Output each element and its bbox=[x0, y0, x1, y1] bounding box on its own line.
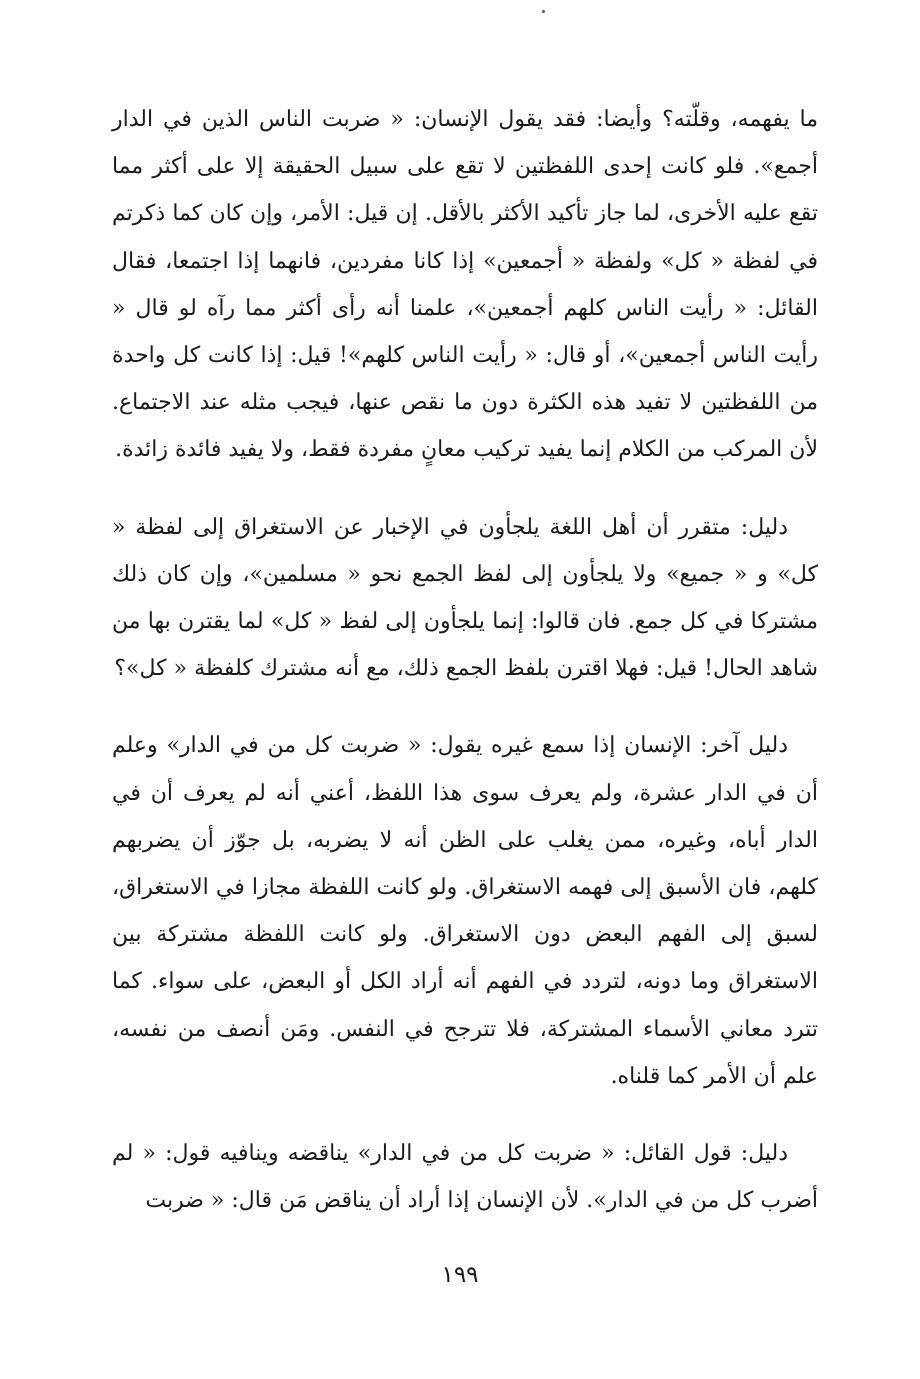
paragraph-continued: ما يفهمه، وقلّته؟ وأيضا: فقد يقول الإنسان: « ضربت الناس الذين في الدار أجمع». فلو كانت إحدى اللفظتين لا تقع على سبيل الحقيقة إلا على أكثر مما تقع عليه الأخرى، لما جاز تأكيد الأكثر بالأقل. إن قيل: الأمر، وإن كان كما ذكرتم في لفظة « كل» ولفظة « أجمعين» إذا كانا مفردين، فانهما إذا اجتمعا، فقال القائل: « رأيت الناس كلهم أجمعين»، علمنا أنه رأى أكثر مما رآه لو قال « رأيت الناس أجمعين»، أو قال: « رأيت الناس كلهم»! قيل: إذا كانت كل واحدة من اللفظتين لا تفيد هذه الكثرة دون ما نقص عنها، فيجب مثله عند الاجتماع. لأن المركب من الكلام إنما يفيد تركيب معانٍ مفردة فقط، ولا يفيد فائدة زائدة. bbox=[112, 107, 818, 463]
paragraph-evidence-3: دليل: قول القائل: « ضربت كل من في الدار» يناقضه وينافيه قول: « لم أضرب كل من في الدار». لأن الإنسان إذا أراد أن يناقض مَن قال: « ضربت bbox=[112, 1141, 818, 1214]
paragraph-evidence-2: دليل آخر: الإنسان إذا سمع غيره يقول: « ضربت كل من في الدار» وعلم أن في الدار عشرة، ولم يعرف سوى هذا اللفظ، أعني أنه لم يعرف أن في الدار أباه، وغيره، ممن يغلب على الظن أنه لا يضربه، بل جوّز أن يضربهم كلهم، فان الأسبق إلى فهمه الاستغراق. ولو كانت اللفظة مجازا في الاستغراق، لسبق إلى الفهم البعض دون الاستغراق. ولو كانت اللفظة مشتركة بين الاستغراق وما دونه، لتردد في الفهم أنه أراد الكل أو البعض، على سواء. كما تترد معاني الأسماء المشتركة، فلا تترجح في النفس. ومَن أنصف من نفسه، علم أن الأمر كما قلناه. bbox=[112, 733, 818, 1089]
paragraph-evidence-1: دليل: متقرر أن أهل اللغة يلجأون في الإخبار عن الاستغراق إلى لفظة « كل» و « جميع» ولا يلجأون إلى لفظ الجمع نحو « مسلمين»، وإن كان ذلك مشتركا في كل جمع. فان قالوا: إنما يلجأون إلى لفظ « كل» لما يقترن بها من شاهد الحال! قيل: فهلا اقترن بلفظ الجمع ذلك، مع أنه مشترك كلفظة « كل»؟ bbox=[112, 514, 818, 682]
scan-speck bbox=[542, 10, 545, 13]
body-text bbox=[112, 96, 818, 1224]
page-number: ١٩٩ bbox=[441, 1262, 479, 1288]
